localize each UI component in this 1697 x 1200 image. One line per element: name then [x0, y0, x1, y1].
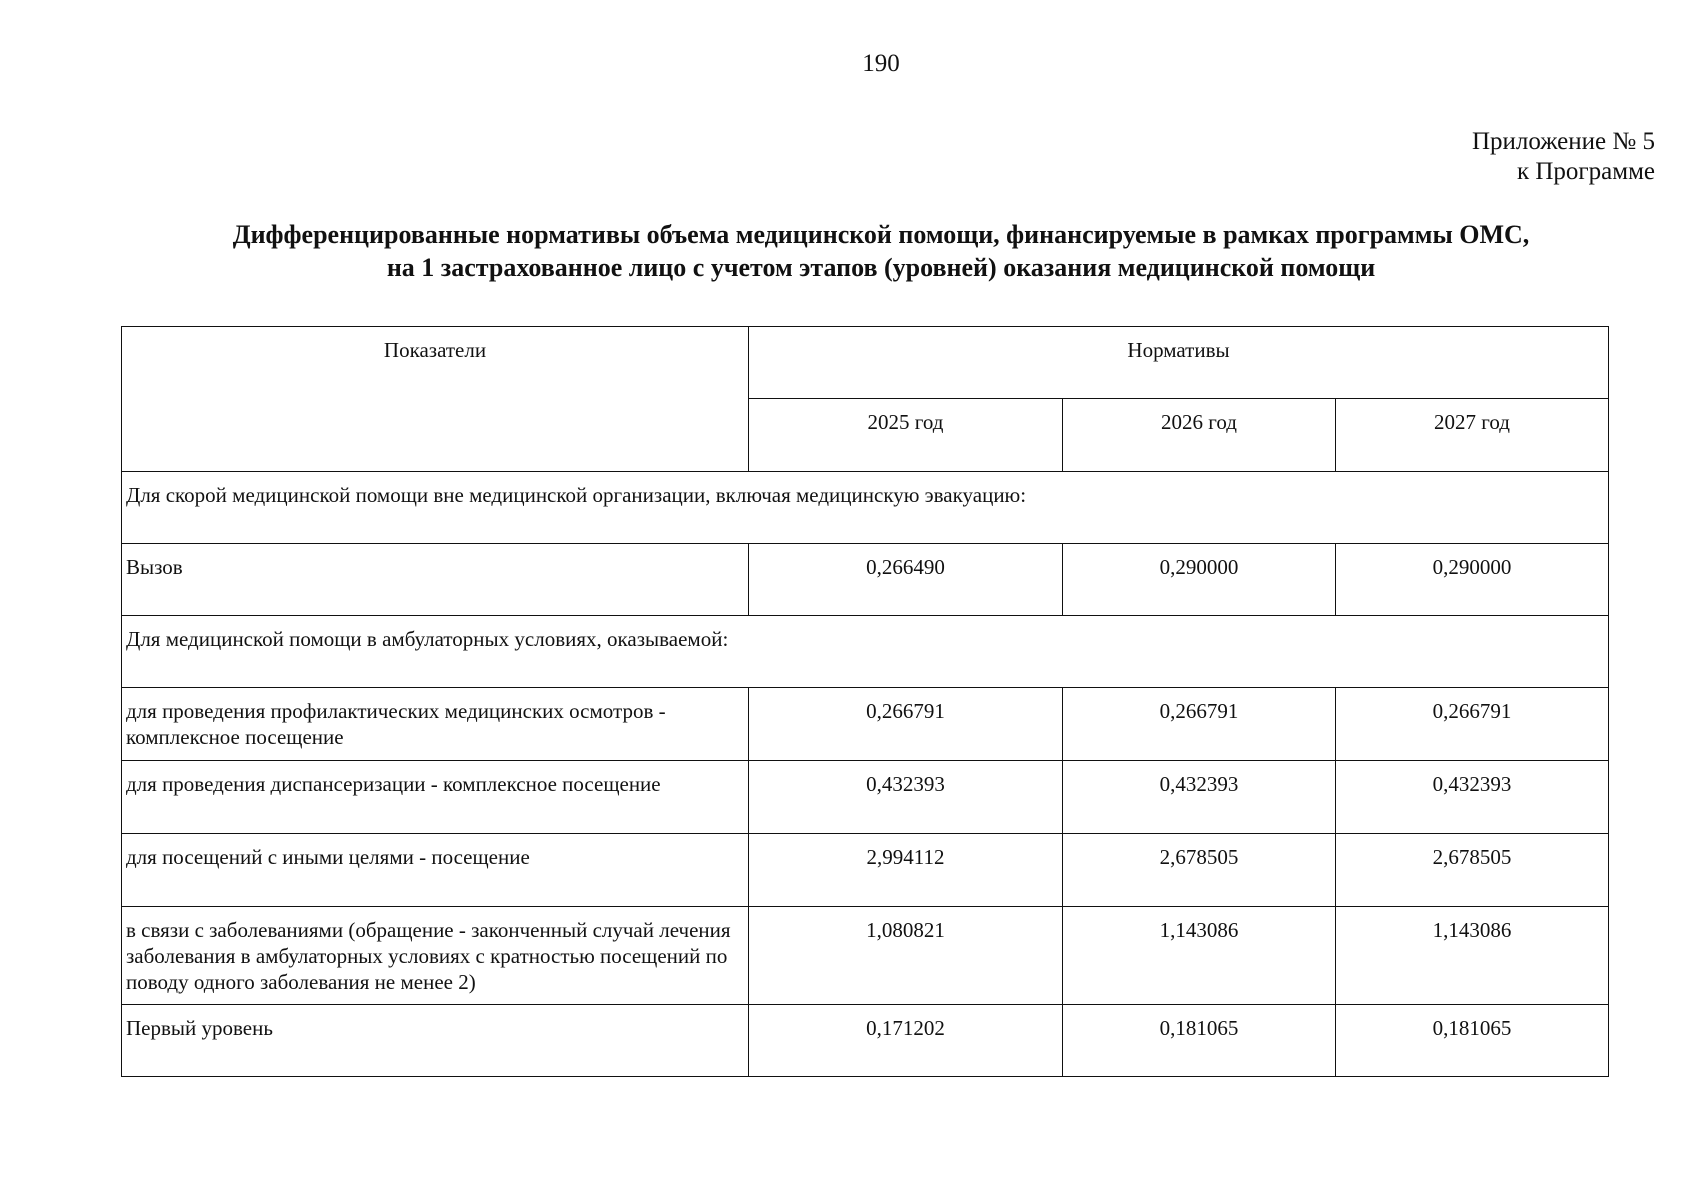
header-norms: Нормативы [749, 327, 1609, 399]
value-2027: 0,266791 [1336, 688, 1609, 761]
header-year-2025: 2025 год [749, 399, 1063, 472]
value-2026: 0,181065 [1063, 1005, 1336, 1077]
value-2027: 0,290000 [1336, 544, 1609, 616]
row-label: в связи с заболеваниями (обращение - законченный случай лечения заболевания в амбулаторных условиях с кратностью посещений по поводу одного заболевания не менее 2) [122, 907, 749, 1005]
value-2026: 0,290000 [1063, 544, 1336, 616]
value-2027: 0,181065 [1336, 1005, 1609, 1077]
row-label: для посещений с иными целями - посещение [122, 834, 749, 907]
document-title-line-1: Дифференцированные нормативы объема медицинской помощи, финансируемые в рамках программы ОМС, [232, 220, 1530, 249]
table-row [122, 688, 1609, 761]
table-row [122, 907, 1609, 1005]
value-2027: 0,432393 [1336, 761, 1609, 834]
table-header-row [122, 327, 1609, 399]
value-2025: 2,994112 [749, 834, 1063, 907]
value-2025: 0,171202 [749, 1005, 1063, 1077]
value-2025: 0,266490 [749, 544, 1063, 616]
table-row [122, 544, 1609, 616]
row-label: для проведения профилактических медицинских осмотров - комплексное посещение [122, 688, 749, 761]
appendix-program: к Программе [1516, 158, 1655, 185]
value-2026: 0,432393 [1063, 761, 1336, 834]
value-2025: 0,432393 [749, 761, 1063, 834]
value-2026: 0,266791 [1063, 688, 1336, 761]
section-ambulance: Для скорой медицинской помощи вне медицинской организации, включая медицинскую эвакуацию: [122, 472, 1609, 544]
header-year-2027: 2027 год [1336, 399, 1609, 472]
value-2026: 2,678505 [1063, 834, 1336, 907]
document-title [120, 218, 1642, 284]
value-2027: 1,143086 [1336, 907, 1609, 1005]
row-label: Вызов [122, 544, 749, 616]
row-label: Первый уровень [122, 1005, 749, 1077]
table-section-row [122, 616, 1609, 688]
table-row [122, 1005, 1609, 1077]
page-number: 190 [862, 50, 900, 77]
section-outpatient: Для медицинской помощи в амбулаторных условиях, оказываемой: [122, 616, 1609, 688]
table-row [122, 761, 1609, 834]
table-section-row [122, 472, 1609, 544]
value-2025: 1,080821 [749, 907, 1063, 1005]
value-2027: 2,678505 [1336, 834, 1609, 907]
appendix-reference [1472, 127, 1655, 187]
table-row [122, 834, 1609, 907]
appendix-number: Приложение № 5 [1471, 128, 1655, 155]
value-2026: 1,143086 [1063, 907, 1336, 1005]
row-label: для проведения диспансеризации - комплексное посещение [122, 761, 749, 834]
value-2025: 0,266791 [749, 688, 1063, 761]
header-year-2026: 2026 год [1063, 399, 1336, 472]
header-indicators: Показатели [122, 327, 749, 472]
document-title-line-2: на 1 застрахованное лицо с учетом этапов (уровней) оказания медицинской помощи [386, 253, 1376, 282]
norms-table [121, 326, 1609, 1077]
